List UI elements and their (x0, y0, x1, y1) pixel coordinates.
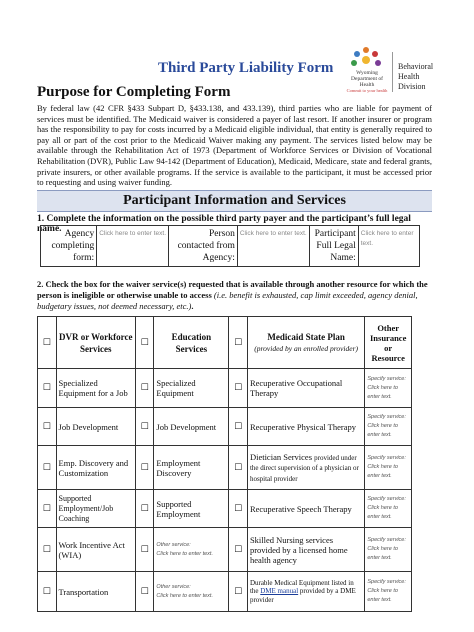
payer-info-table (40, 225, 420, 267)
other-service-placeholder: Click here to enter text. (156, 550, 213, 557)
education-service: Specialized Equipment (154, 369, 229, 408)
division-line2: Health (398, 72, 420, 81)
other-service-label: Other service: (156, 583, 191, 590)
specify-placeholder: Click here to enter text. (367, 423, 398, 438)
education-service: Supported Employment (154, 490, 229, 528)
purpose-heading: Purpose for Completing Form (37, 84, 231, 100)
education-other-field[interactable] (154, 572, 229, 612)
specify-placeholder: Click here to enter text. (367, 505, 398, 520)
checkbox[interactable]: ☐ (135, 369, 154, 408)
specify-label: Specify service: (367, 579, 406, 585)
dvr-service: Job Development (56, 408, 135, 446)
person-placeholder: Click here to enter text. (239, 230, 307, 237)
form-title: Third Party Liability Form (158, 60, 334, 76)
agency-placeholder: Click here to enter text. (99, 230, 167, 237)
checkbox[interactable]: ☐ (38, 317, 57, 369)
checkbox[interactable]: ☐ (135, 317, 154, 369)
checkbox[interactable]: ☐ (38, 490, 57, 528)
question-2-main: 2. Check the box for the waiver service(s) requested that is available through another resource for which the person is ineligible or otherwise unable to access (37, 279, 428, 300)
dept-name (344, 70, 390, 94)
specify-placeholder: Click here to enter text. (367, 546, 398, 561)
table-row (38, 446, 412, 490)
checkbox[interactable]: ☐ (229, 490, 248, 528)
other-field[interactable] (365, 369, 412, 408)
other-field[interactable] (365, 572, 412, 612)
education-service: Employment Discovery (154, 446, 229, 490)
other-field[interactable] (365, 528, 412, 572)
checkbox[interactable]: ☐ (229, 317, 248, 369)
medicaid-service: Recuperative Speech Therapy (247, 490, 364, 528)
table-row (38, 408, 412, 446)
specify-label: Specify service: (367, 414, 406, 420)
dvr-service: Specialized Equipment for a Job (56, 369, 135, 408)
other-service-label: Other service: (156, 541, 191, 548)
person-label: Person contacted from Agency: (169, 226, 237, 267)
checkbox[interactable]: ☐ (38, 369, 57, 408)
dme-manual-link[interactable]: DME manual (260, 587, 299, 596)
checkbox[interactable]: ☐ (38, 408, 57, 446)
checkbox[interactable]: ☐ (135, 490, 154, 528)
services-header-row (38, 317, 412, 369)
checkbox[interactable]: ☐ (135, 446, 154, 490)
education-service: Job Development (154, 408, 229, 446)
medicaid-header-title: Medicaid State Plan (267, 331, 345, 342)
specify-label: Specify service: (367, 375, 406, 382)
question-1: 1. Complete the information on the possible third party payer and the participant’s full legal name. (37, 214, 411, 234)
section-title: Participant Information and Services (123, 193, 346, 208)
checkbox[interactable]: ☐ (229, 408, 248, 446)
checkbox[interactable]: ☐ (135, 528, 154, 572)
payer-info-row (41, 226, 420, 267)
medicaid-service: Recuperative Occupational Therapy (247, 369, 364, 408)
participant-label: Participant Full Legal Name: (310, 226, 359, 267)
division-line3: Division (398, 82, 426, 91)
medicaid-header-sub: (provided by an enrolled provider) (254, 343, 359, 353)
other-header: Other Insurance or Resource (365, 317, 412, 369)
division-name (398, 62, 433, 92)
participant-field[interactable] (358, 226, 419, 267)
participant-placeholder: Click here to enter text. (360, 230, 414, 247)
checkbox[interactable]: ☐ (38, 446, 57, 490)
medicaid-service-detail: provided under the direct supervision of a physician or hospital provider (249, 453, 359, 483)
logo-divider (392, 52, 393, 92)
medicaid-service-name: Dietician Services (249, 451, 313, 462)
checkbox[interactable]: ☐ (135, 408, 154, 446)
services-table (37, 316, 412, 612)
checkbox[interactable]: ☐ (38, 528, 57, 572)
medicaid-service-name: Durable Medical Equipment listed in the (249, 578, 354, 596)
table-row (38, 369, 412, 408)
specify-placeholder: Click here to enter text. (367, 588, 398, 603)
checkbox[interactable]: ☐ (229, 369, 248, 408)
other-service-placeholder: Click here to enter text. (156, 592, 213, 599)
dvr-header: DVR or Workforce Services (56, 317, 135, 369)
medicaid-service: Skilled Nursing services provided by a licensed home health agency (247, 528, 364, 572)
section-band (37, 190, 432, 212)
checkbox[interactable]: ☐ (38, 572, 57, 612)
table-row (38, 490, 412, 528)
dvr-service: Emp. Discovery and Customization (56, 446, 135, 490)
medicaid-service (247, 572, 364, 612)
dvr-service: Transportation (56, 572, 135, 612)
table-row (38, 528, 412, 572)
checkbox[interactable]: ☐ (135, 572, 154, 612)
specify-label: Specify service: (367, 496, 406, 502)
other-field[interactable] (365, 490, 412, 528)
checkbox[interactable]: ☐ (229, 446, 248, 490)
purpose-body: By federal law (42 CFR §433 Subpart D, §433.138, and 433.139), third parties who are liable for payment of services must be identified. The Medicaid waiver is considered a payer of last resort. If another insurer or program has the responsibility to pay for costs incurred by a Medicaid eligible individual, that entity is generally required to pay all or part of the cost prior to the Medicaid Waiver making any payment. The services listed below may be available through the Rehabilitation Act of 1973 (Department of Workforce Services or Division of Vocational Rehabilitation (DVR), Public Law 94-142 (Department of Education), Medicaid, Medicare, state and federal grants, private insurers, or other available programs. If the service is available to the participant, it must be accessed prior to requesting and using waiver funding. (37, 103, 432, 188)
education-other-field[interactable] (154, 528, 229, 572)
division-line1: Behavioral (398, 62, 434, 71)
specify-placeholder: Click here to enter text. (367, 464, 398, 479)
person-field[interactable] (237, 226, 309, 267)
medicaid-service (247, 446, 364, 490)
agency-field[interactable] (97, 226, 169, 267)
table-row (38, 572, 412, 612)
medicaid-header (247, 317, 364, 369)
question-2 (37, 279, 437, 312)
dept-tagline: Commit to your health (346, 88, 388, 93)
checkbox[interactable]: ☐ (229, 572, 248, 612)
specify-label: Specify service: (367, 537, 406, 543)
checkbox[interactable]: ☐ (229, 528, 248, 572)
question-2-end: . (191, 301, 194, 311)
medicaid-service-end: provided by a DME provider (249, 587, 356, 604)
other-field[interactable] (365, 408, 412, 446)
medicaid-service: Recuperative Physical Therapy (247, 408, 364, 446)
dept-name-text: Wyoming Department of Health (351, 70, 383, 88)
question-2-examples: (i.e. benefit is exhausted, cap limit exceeded, agency denial, budgetary issues, not deemed necessary, etc.) (37, 290, 418, 311)
specify-label: Specify service: (367, 455, 406, 461)
dvr-service: Work Incentive Act (WIA) (56, 528, 135, 572)
agency-label: Agency completing form: (41, 226, 97, 267)
specify-placeholder: Click here to enter text. (367, 384, 398, 400)
other-field[interactable] (365, 446, 412, 490)
dvr-service: Supported Employment/Job Coaching (56, 490, 135, 528)
education-header: Education Services (154, 317, 229, 369)
